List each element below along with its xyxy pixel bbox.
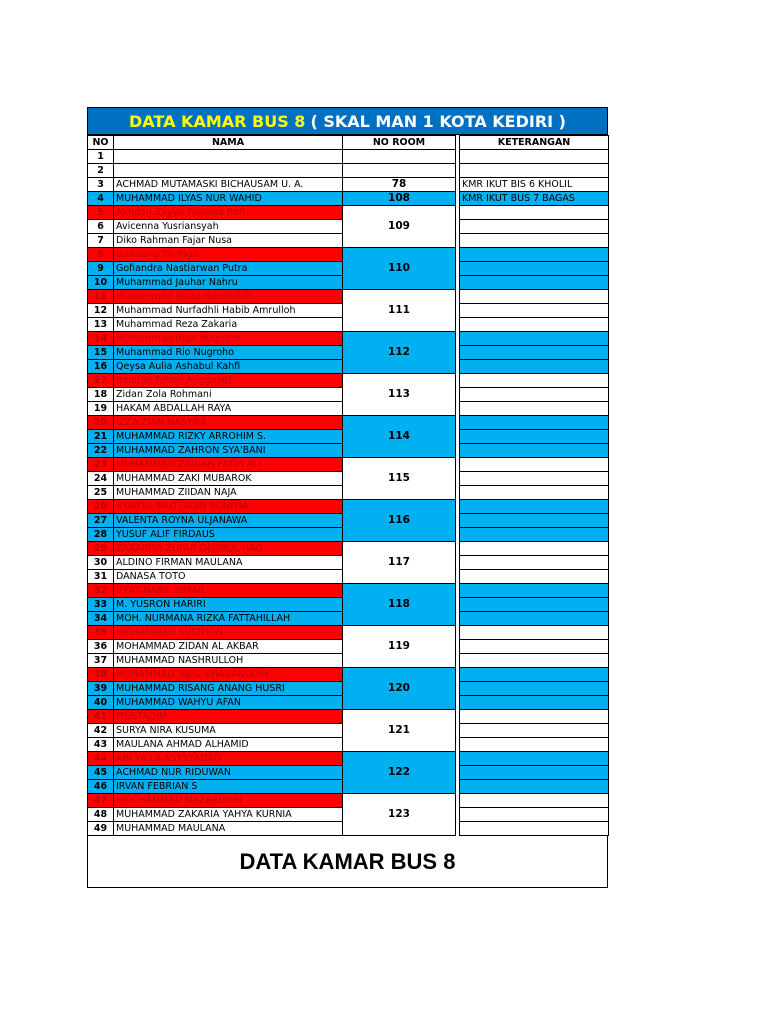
room-number <box>343 164 456 178</box>
student-name: M. YUSRON HARIRI <box>114 598 343 612</box>
room-number: 116 <box>343 500 456 542</box>
student-name: YUSUF ALIF FIRDAUS <box>114 528 343 542</box>
room-table <box>87 135 609 836</box>
room-number: 113 <box>343 374 456 416</box>
student-name: MOH. NURMANA RIZKA FATTAHILLAH <box>114 612 343 626</box>
keterangan-cell <box>460 472 609 486</box>
row-number: 33 <box>88 598 114 612</box>
table-row <box>88 164 609 178</box>
row-number: 20 <box>88 416 114 430</box>
student-name: Zidan Zola Rohmani <box>114 388 343 402</box>
row-number: 22 <box>88 444 114 458</box>
table-row <box>88 710 609 724</box>
keterangan-cell <box>460 234 609 248</box>
keterangan-cell: KMR IKUT BIS 6 KHOLIL <box>460 178 609 192</box>
keterangan-cell <box>460 528 609 542</box>
table-row <box>88 626 609 640</box>
keterangan-cell <box>460 780 609 794</box>
keterangan-cell <box>460 276 609 290</box>
row-number: 45 <box>88 766 114 780</box>
row-number: 7 <box>88 234 114 248</box>
student-name: IZZA ZIAN NASYIFA <box>114 416 343 430</box>
keterangan-cell <box>460 430 609 444</box>
table-row <box>88 668 609 682</box>
keterangan-cell <box>460 346 609 360</box>
student-name <box>114 150 343 164</box>
table-row <box>88 416 609 430</box>
table-row <box>88 248 609 262</box>
row-number: 44 <box>88 752 114 766</box>
row-number: 9 <box>88 262 114 276</box>
student-name: MUHAMMAD ZIIDAN NAJA <box>114 486 343 500</box>
keterangan-cell: KMR IKUT BUS 7 BAGAS <box>460 192 609 206</box>
keterangan-cell <box>460 444 609 458</box>
room-number: 112 <box>343 332 456 374</box>
table-row <box>88 374 609 388</box>
keterangan-cell <box>460 584 609 598</box>
room-number: 123 <box>343 794 456 836</box>
keterangan-cell <box>460 458 609 472</box>
row-number: 24 <box>88 472 114 486</box>
student-name: MUHAMMAD RISANG ANANG HUSRI <box>114 682 343 696</box>
row-number: 46 <box>88 780 114 794</box>
keterangan-cell <box>460 794 609 808</box>
student-name: Avicenna Yusriansyah <box>114 220 343 234</box>
row-number: 28 <box>88 528 114 542</box>
keterangan-cell <box>460 332 609 346</box>
keterangan-cell <box>460 654 609 668</box>
table-row <box>88 290 609 304</box>
row-number: 4 <box>88 192 114 206</box>
student-name: MUHAMMAD MAULANA <box>114 822 343 836</box>
keterangan-cell <box>460 668 609 682</box>
student-name: Muhammad Rian Nugroho <box>114 332 343 346</box>
table-row <box>88 192 609 206</box>
table-row <box>88 500 609 514</box>
table-row <box>88 584 609 598</box>
keterangan-cell <box>460 822 609 836</box>
student-name: ACHMAD MUTAMASKI BICHAUSAM U. A. <box>114 178 343 192</box>
room-number: 118 <box>343 584 456 626</box>
room-number: 110 <box>343 248 456 290</box>
keterangan-cell <box>460 318 609 332</box>
keterangan-cell <box>460 514 609 528</box>
title-bar <box>87 107 608 135</box>
student-name: MUHAMMAD WAHYU AFAN <box>114 696 343 710</box>
student-name: Akhdan Zayya Fawwaz Rafi <box>114 206 343 220</box>
keterangan-cell <box>460 738 609 752</box>
row-number: 10 <box>88 276 114 290</box>
row-number: 34 <box>88 612 114 626</box>
row-number: 39 <box>88 682 114 696</box>
student-name: MUHAMMAD ZAKI MUBAROK <box>114 472 343 486</box>
student-name: Muhammad Mirza Hibatullah <box>114 290 343 304</box>
student-name: MUHAMMAD NASHRULLOH <box>114 654 343 668</box>
header-row <box>88 136 609 150</box>
student-name: IRVAN FEBRIAN S <box>114 780 343 794</box>
row-number: 37 <box>88 654 114 668</box>
keterangan-cell <box>460 416 609 430</box>
keterangan-cell <box>460 150 609 164</box>
keterangan-cell <box>460 808 609 822</box>
keterangan-cell <box>460 542 609 556</box>
row-number: 38 <box>88 668 114 682</box>
col-header-no: NO <box>88 136 114 150</box>
student-name: SURYA NIRA KUSUMA <box>114 724 343 738</box>
student-name: MUHAMMAD ZAIDAN FATIH ALI <box>114 458 343 472</box>
student-name: MAULANA AHMAD ALHAMID <box>114 738 343 752</box>
row-number: 5 <box>88 206 114 220</box>
student-name <box>114 164 343 178</box>
keterangan-cell <box>460 360 609 374</box>
student-name: Muhammad Jauhar Nahru <box>114 276 343 290</box>
student-name: MUSTAQIM <box>114 710 343 724</box>
student-name: Muhammad Rio Nugroho <box>114 346 343 360</box>
row-number: 18 <box>88 388 114 402</box>
room-number: 117 <box>343 542 456 584</box>
table-row <box>88 178 609 192</box>
row-number: 21 <box>88 430 114 444</box>
row-number: 2 <box>88 164 114 178</box>
student-name: MUHAMMAD RIZKY ARROHIM S. <box>114 430 343 444</box>
keterangan-cell <box>460 248 609 262</box>
keterangan-cell <box>460 290 609 304</box>
keterangan-cell <box>460 626 609 640</box>
student-name: HAKAM ABDALLAH RAYA <box>114 402 343 416</box>
keterangan-cell <box>460 402 609 416</box>
student-name: MUHAMMAD ZAKARIA YAHYA KURNIA <box>114 808 343 822</box>
student-name: ABI YA'LA ASYSYADAD <box>114 752 343 766</box>
row-number: 8 <box>88 248 114 262</box>
student-name: Gofiandra Nastiarwan Putra <box>114 262 343 276</box>
row-number: 49 <box>88 822 114 836</box>
keterangan-cell <box>460 598 609 612</box>
row-number: 31 <box>88 570 114 584</box>
student-name: MUHAMMAD ILYAS NUR WAHID <box>114 192 343 206</box>
row-number: 23 <box>88 458 114 472</box>
table-row <box>88 332 609 346</box>
room-number: 115 <box>343 458 456 500</box>
row-number: 30 <box>88 556 114 570</box>
room-number: 109 <box>343 206 456 248</box>
row-number: 42 <box>88 724 114 738</box>
row-number: 3 <box>88 178 114 192</box>
student-name: ACHMAD NUR RIDUWAN <box>114 766 343 780</box>
row-number: 40 <box>88 696 114 710</box>
keterangan-cell <box>460 570 609 584</box>
keterangan-cell <box>460 220 609 234</box>
student-name: SYAIFUL MUTTAQIN SONITIA <box>114 500 343 514</box>
student-name: MUHAMMAD RIJAL KHASANUDIN <box>114 668 343 682</box>
student-name: Gandung Tri Yoga <box>114 248 343 262</box>
row-number: 16 <box>88 360 114 374</box>
keterangan-cell <box>460 612 609 626</box>
row-number: 25 <box>88 486 114 500</box>
student-name: MOHAMMAD ZIDAN AL AKBAR <box>114 640 343 654</box>
room-number: 120 <box>343 668 456 710</box>
student-name: Radifan Fahmi Anggajati <box>114 374 343 388</box>
row-number: 48 <box>88 808 114 822</box>
row-number: 19 <box>88 402 114 416</box>
student-name: MUHAMMAD ZAHRON SYA'BANI <box>114 444 343 458</box>
table-row <box>88 752 609 766</box>
table-row <box>88 794 609 808</box>
row-number: 36 <box>88 640 114 654</box>
title-sub: ( SKAL MAN 1 KOTA KEDIRI ) <box>310 111 566 131</box>
table-row <box>88 458 609 472</box>
col-header-room: NO ROOM <box>343 136 456 150</box>
row-number: 35 <box>88 626 114 640</box>
keterangan-cell <box>460 696 609 710</box>
keterangan-cell <box>460 304 609 318</box>
row-number: 32 <box>88 584 114 598</box>
keterangan-cell <box>460 374 609 388</box>
keterangan-cell <box>460 710 609 724</box>
student-name: DANASA TOTO <box>114 570 343 584</box>
keterangan-cell <box>460 752 609 766</box>
row-number: 13 <box>88 318 114 332</box>
room-data-sheet <box>87 107 608 888</box>
room-number: 121 <box>343 710 456 752</box>
keterangan-cell <box>460 556 609 570</box>
row-number: 26 <box>88 500 114 514</box>
row-number: 47 <box>88 794 114 808</box>
row-number: 6 <box>88 220 114 234</box>
row-number: 27 <box>88 514 114 528</box>
student-name: IFFAT NABIL ISMAIL <box>114 584 343 598</box>
room-number: 111 <box>343 290 456 332</box>
student-name: Muhammad Reza Zakaria <box>114 318 343 332</box>
row-number: 41 <box>88 710 114 724</box>
room-number: 114 <box>343 416 456 458</box>
keterangan-cell <box>460 640 609 654</box>
keterangan-cell <box>460 500 609 514</box>
room-number <box>343 150 456 164</box>
row-number: 17 <box>88 374 114 388</box>
keterangan-cell <box>460 164 609 178</box>
room-number: 78 <box>343 178 456 192</box>
keterangan-cell <box>460 724 609 738</box>
student-name: Diko Rahman Fajar Nusa <box>114 234 343 248</box>
room-number: 119 <box>343 626 456 668</box>
col-header-nama: NAMA <box>114 136 343 150</box>
student-name: VALENTA ROYNA ULJANAWA <box>114 514 343 528</box>
col-header-keterangan: KETERANGAN <box>460 136 609 150</box>
keterangan-cell <box>460 766 609 780</box>
table-row <box>88 150 609 164</box>
row-number: 1 <box>88 150 114 164</box>
room-number: 108 <box>343 192 456 206</box>
keterangan-cell <box>460 486 609 500</box>
row-number: 14 <box>88 332 114 346</box>
row-number: 11 <box>88 290 114 304</box>
student-name: ZAKARIYA ZUFAR DLIYAUL HAQ <box>114 542 343 556</box>
student-name: MOCHAMMAD NAZARUDIN <box>114 794 343 808</box>
room-number: 122 <box>343 752 456 794</box>
row-number: 15 <box>88 346 114 360</box>
student-name: ALDINO FIRMAN MAULANA <box>114 556 343 570</box>
keterangan-cell <box>460 388 609 402</box>
row-number: 43 <box>88 738 114 752</box>
keterangan-cell <box>460 206 609 220</box>
footer-title: DATA KAMAR BUS 8 <box>87 836 608 888</box>
row-number: 29 <box>88 542 114 556</box>
keterangan-cell <box>460 262 609 276</box>
student-name: MOHAMMAD SULTHON <box>114 626 343 640</box>
student-name: Muhammad Nurfadhli Habib Amrulloh <box>114 304 343 318</box>
row-number: 12 <box>88 304 114 318</box>
student-name: Qeysa Aulia Ashabul Kahfi <box>114 360 343 374</box>
title-main: DATA KAMAR BUS 8 <box>129 111 306 131</box>
table-row <box>88 206 609 220</box>
table-row <box>88 542 609 556</box>
keterangan-cell <box>460 682 609 696</box>
